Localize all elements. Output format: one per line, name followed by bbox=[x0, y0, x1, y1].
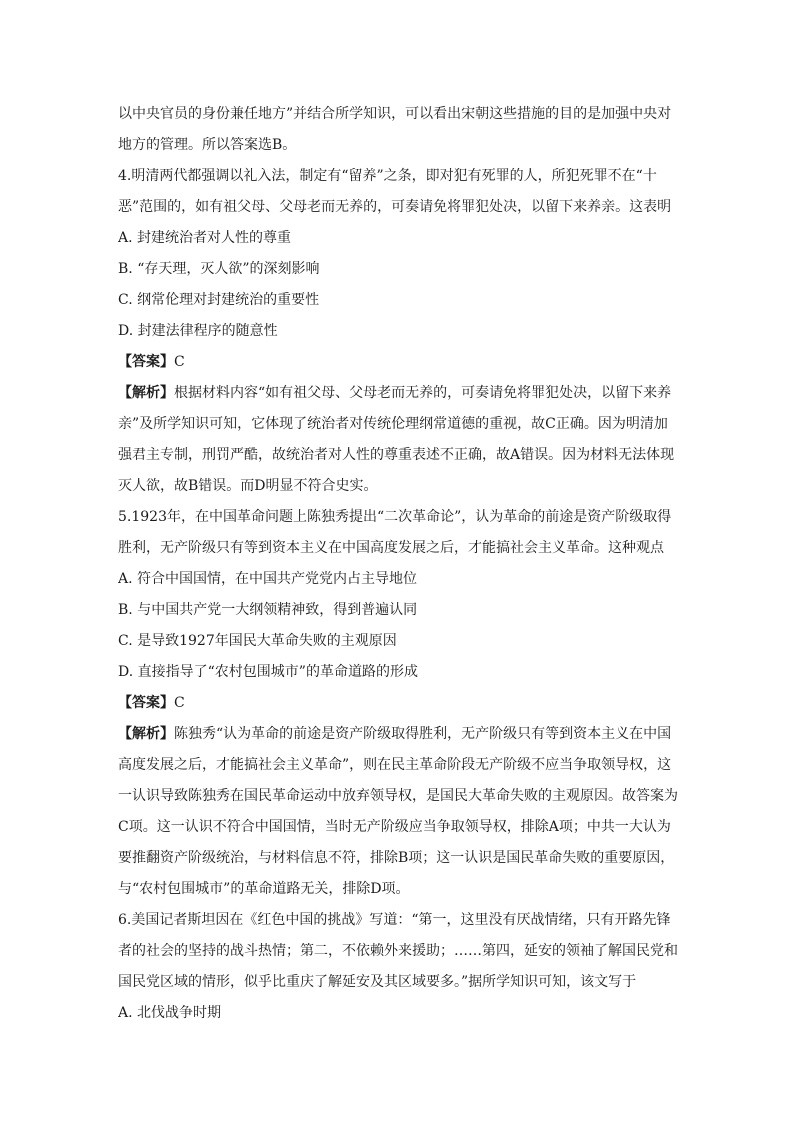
text-line: 地方的管理。所以答案选B。 bbox=[118, 137, 297, 153]
text-line: 强君主专制，刑罚严酷，故统治者对人性的尊重表述不正确，故A错误。因为材料无法体现 bbox=[118, 447, 675, 463]
option-b: B. “存天理，灭人欲”的深刻影响 bbox=[118, 261, 320, 277]
text-line: 以中央官员的身份兼任地方”并结合所学知识，可以看出宋朝这些措施的目的是加强中央对 bbox=[118, 106, 672, 122]
answer-label: 【答案】 bbox=[118, 354, 174, 370]
text-line: 高度发展之后，才能搞社会主义革命”，则在民主革命阶段无产阶级不应当争取领导权，这 bbox=[118, 757, 672, 773]
question-6-stem: 6.美国记者斯坦因在《红色中国的挑战》写道：“第一，这里没有厌战情绪，只有开路先锋 bbox=[118, 912, 671, 928]
text-line: C项。这一认识不符合中国国情，当时无产阶级应当争取领导权，排除A项；中共一大认为 bbox=[118, 819, 671, 835]
option-c: C. 是导致1927年国民大革命失败的主观原因 bbox=[118, 633, 397, 649]
question-4-stem: 4.明清两代都强调以礼入法，制定有“留养”之条，即对犯有死罪的人，所犯死罪不在“十 bbox=[118, 168, 657, 184]
text-line: 亲”及所学知识可知，它体现了统治者对传统伦理纲常道德的重视，故C正确。因为明清加 bbox=[118, 416, 668, 432]
text-line: 要推翻资产阶级统治，与材料信息不符，排除B项；这一认识是国民革命失败的重要原因， bbox=[118, 850, 675, 866]
question-4-stem: 恶”范围的，如有祖父母、父母老而无养的，可奏请免将罪犯处决，以留下来养亲。这表明 bbox=[118, 199, 672, 215]
analysis-line: 【解析】陈独秀“认为革命的前途是资产阶级取得胜利，无产阶级只有等到资本主义在中国 bbox=[118, 726, 672, 742]
document-page bbox=[118, 99, 684, 1029]
option-d: D. 直接指导了“农村包围城市”的革命道路的形成 bbox=[118, 664, 418, 680]
question-6-stem: 国民党区域的情形，似乎比重庆了解延安及其区域要多。”据所学知识可知，该文写于 bbox=[118, 974, 637, 990]
question-5-stem: 胜利，无产阶级只有等到资本主义在中国高度发展之后，才能搞社会主义革命。这种观点 bbox=[118, 540, 664, 556]
text-line: 一认识导致陈独秀在国民革命运动中放弃领导权，是国民大革命失败的主观原因。故答案为 bbox=[118, 788, 678, 804]
answer-label: 【答案】 bbox=[118, 695, 174, 711]
analysis-label: 【解析】 bbox=[118, 385, 174, 401]
question-6-stem: 者的社会的坚持的战斗热情；第二，不依赖外来援助；……第四，延安的领袖了解国民党和 bbox=[118, 943, 678, 959]
option-b: B. 与中国共产党一大纲领精神致，得到普遍认同 bbox=[118, 602, 418, 618]
text-line: 与“农村包围城市”的革命道路无关，排除D项。 bbox=[118, 881, 410, 897]
option-a: A. 北伐战争时期 bbox=[118, 1005, 222, 1021]
answer-line: 【答案】C bbox=[118, 354, 185, 370]
text-line: 灭人欲，故B错误。而D明显不符合史实。 bbox=[118, 478, 378, 494]
analysis-label: 【解析】 bbox=[118, 726, 174, 742]
answer-line: 【答案】C bbox=[118, 695, 185, 711]
analysis-line: 【解析】根据材料内容“如有祖父母、父母老而无养的，可奏请免将罪犯处决，以留下来养 bbox=[118, 385, 672, 401]
question-5-stem: 5.1923年，在中国革命问题上陈独秀提出“二次革命论”，认为革命的前途是资产阶级取得 bbox=[118, 509, 672, 525]
option-c: C. 纲常伦理对封建统治的重要性 bbox=[118, 292, 320, 308]
option-a: A. 符合中国国情，在中国共产党党内占主导地位 bbox=[118, 571, 418, 587]
option-a: A. 封建统治者对人性的尊重 bbox=[118, 230, 292, 246]
option-d: D. 封建法律程序的随意性 bbox=[118, 323, 278, 339]
